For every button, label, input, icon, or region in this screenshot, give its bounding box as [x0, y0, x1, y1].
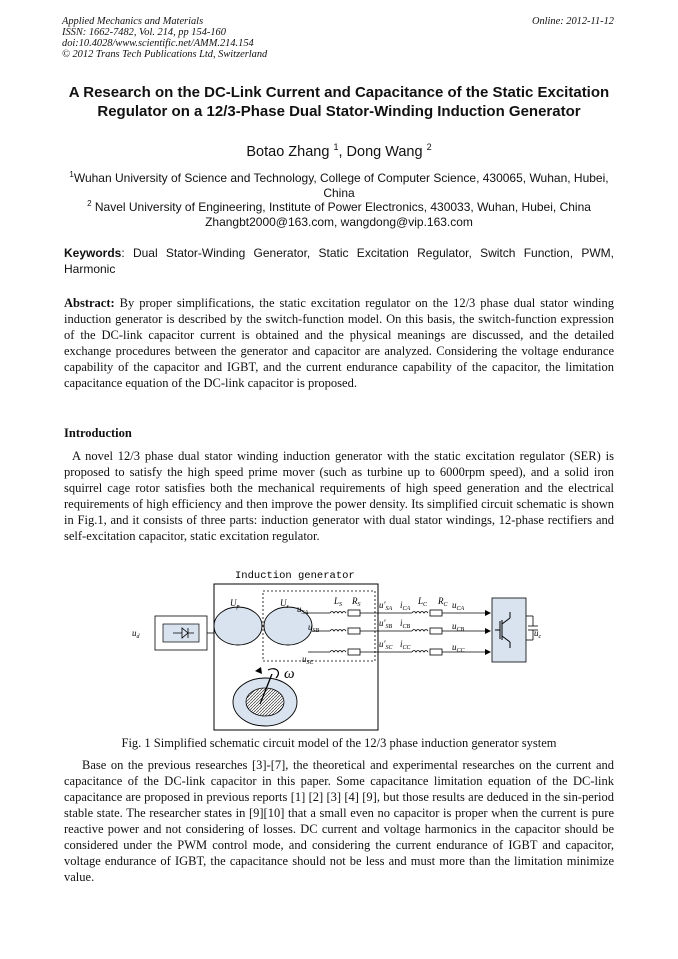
fig-label-induction-generator: Induction generator: [235, 570, 355, 582]
label-usa: $u_{SA}$: [297, 604, 309, 616]
label-usb: $u_{SB}$: [308, 622, 320, 634]
rotation-arrow: [268, 669, 278, 678]
author-1: Botao Zhang: [246, 143, 330, 160]
label-ucb: $u_{CB}$: [452, 621, 465, 633]
copyright: © 2012 Trans Tech Publications Ltd, Switzerland: [62, 49, 268, 60]
affiliation-1-text: Wuhan University of Science and Technology, College of Computer Science, 430065, Wuhan, Hubei, China: [73, 171, 609, 200]
phase-arrows: [485, 610, 491, 655]
affiliation-1-mark: 1: [69, 170, 74, 179]
keywords-text: : Dual Stator-Winding Generator, Static Excitation Regulator, Switch Function, PWM, Harmonic: [64, 246, 614, 276]
keywords-label: Keywords: [64, 246, 122, 260]
author-2: Dong Wang: [346, 143, 423, 160]
body-paragraph: Base on the previous researches [3]-[7], the theoretical and experimental researches on the current and capacitance of the DC-link capacitor in this paper. Some capacitance limitation equation of the DC-link capacitance are proposed in previous reports [1] [2] [3] [4] [9], but those results are deduced in the sin-period stable state. The researcher states in [9][10] that a small even no capacitor is proper when the current is pure reactive power and not considering of losses. DC current and voltage harmonics in the capacitor should be considered under the PWM control mode, and considering the current endurance of IGBT and capacitor, voltage endurance of IGBT, the capacitance should not be less and must more than the limitation minimize value.: [64, 758, 614, 884]
abstract-label: Abstract:: [64, 296, 115, 310]
figure-caption: Fig. 1 Simplified schematic circuit model of the 12/3 phase induction generator system: [121, 736, 557, 750]
label-uc: $u_c$: [534, 628, 542, 640]
label-ls: $L_S$: [334, 596, 343, 608]
issn: ISSN: 1662-7482, Vol. 214, pp 154-160: [62, 27, 226, 38]
affiliation-2-text: Navel University of Engineering, Institute of Power Electronics, 430033, Wuhan, Hubei, China: [94, 200, 591, 214]
author-2-mark: 2: [426, 142, 432, 152]
journal-name: Applied Mechanics and Materials: [62, 16, 204, 27]
doi: doi:10.4028/www.scientific.net/AMM.214.154: [62, 38, 254, 49]
label-rc: $R_C$: [438, 596, 448, 608]
introduction-paragraph: A novel 12/3 phase dual stator winding induction generator with the static excitation regulator (SER) is proposed to satisfy the high speed prime mover (such as turbine up to 6000rpm speed), and a solid iron squirrel cage rotor satisfies both the mechanical requirements of high speed generation and the electrical requirements of high efficiency and then improve the power density. Its simplified circuit schematic is shown in Fig.1, and it consists of three parts: induction generator with dual stator windings, 12-phase rectifiers and self-excitation capacitor, static excitation regulator.: [64, 449, 614, 543]
author-1-mark: 1: [333, 142, 339, 152]
label-usa-prime: $u'_{SA}$: [379, 600, 393, 612]
label-rs: $R_S$: [352, 596, 361, 608]
section-heading-introduction: Introduction: [64, 426, 132, 440]
label-up: $U_p$: [230, 598, 240, 610]
figure-1: [130, 566, 550, 732]
label-lc: $L_C$: [418, 596, 428, 608]
label-icb: $i_{CB}$: [400, 618, 411, 630]
label-omega: ω: [284, 666, 295, 682]
rotation-arrowhead: [255, 667, 262, 674]
label-ucc: $u_{CC}$: [452, 642, 465, 654]
authors: [62, 142, 616, 160]
paper-title: A Research on the DC-Link Current and Capacitance of the Static Excitation Regulator on a 12/3-Phase Dual Stator-Winding Induction Generator: [68, 84, 610, 120]
affiliation-2-mark: 2: [87, 199, 92, 208]
label-usb-prime: $u'_{SB}$: [379, 618, 393, 630]
up-winding-circle: [214, 607, 262, 645]
abstract-text: By proper simplifications, the static excitation regulator on the 12/3 phase dual stator winding induction generator is described by the switch-function model. On this basis, the switch-function expression of the DC-link capacitor current is obtained and the physical meanings are discussed, and the detailed exchange procedures between the generator and capacitor are analyzed. Considering the voltage endurance capability of the capacitor and IGBT, and the current endurance capability of the capacitor, the limitation capacitance equation of the DC-link capacitor is proposed.: [64, 296, 614, 390]
label-ica: $i_{CA}$: [400, 600, 411, 612]
online-date: Online: 2012-11-12: [531, 16, 614, 27]
affiliation-2: [62, 196, 616, 230]
journal-header: [62, 16, 267, 60]
label-icc: $i_{CC}$: [400, 639, 411, 651]
author-separator: ,: [338, 143, 347, 160]
label-ud: $u_d$: [132, 628, 140, 640]
keywords: [64, 245, 614, 277]
label-us: $U_s$: [280, 598, 289, 610]
abstract: [64, 295, 614, 391]
label-uca: $u_{CA}$: [452, 600, 465, 612]
author-emails: Zhangbt2000@163.com, wangdong@vip.163.com: [205, 215, 473, 229]
label-usc: $u_{SC}$: [302, 654, 314, 666]
label-usc-prime: $u'_{SC}$: [379, 639, 393, 651]
